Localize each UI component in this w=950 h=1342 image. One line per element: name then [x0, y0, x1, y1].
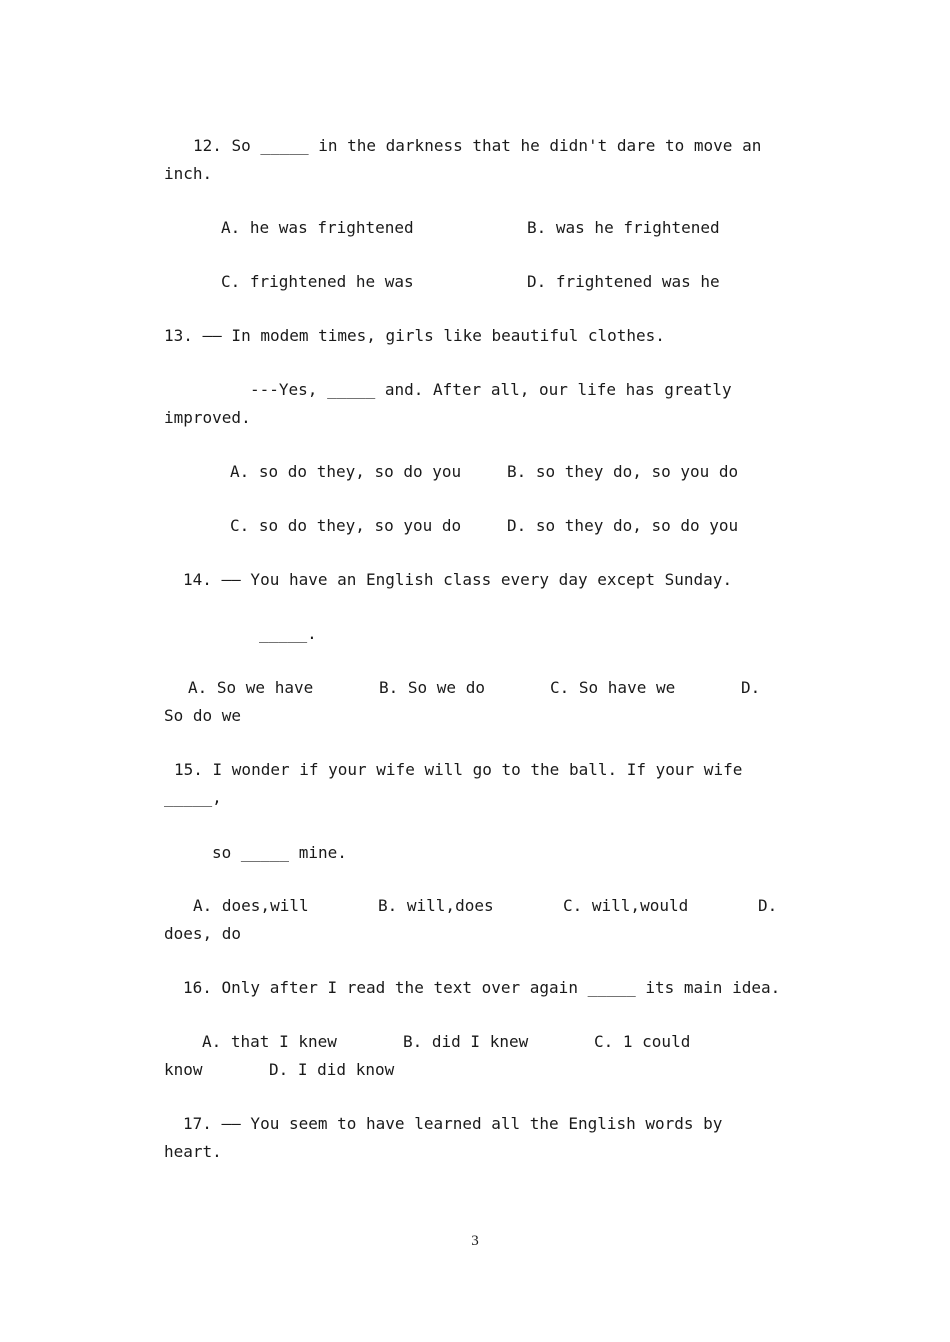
q17-stem-line-1: 17. —— You seem to have learned all the English words by: [183, 1114, 723, 1133]
q13-stem-line-2: ---Yes, _____ and. After all, our life has greatly: [250, 380, 732, 399]
q16-option-b: B. did I knew: [403, 1032, 529, 1051]
q13-stem-line-3: improved.: [164, 408, 251, 427]
q16-stem-line-1: 16. Only after I read the text over again _____ its main idea.: [183, 978, 781, 997]
q12-option-a: A. he was frightened: [221, 218, 414, 237]
q16-option-c-text-1: C. 1 could: [594, 1032, 691, 1051]
q14-option-d-label: D.: [741, 678, 761, 697]
q13-option-c: C. so do they, so you do: [230, 516, 462, 535]
q12-stem-line-2: inch.: [164, 164, 213, 183]
q12-option-c: C. frightened he was: [221, 272, 414, 291]
q16-option-c-text-2: know: [164, 1060, 203, 1079]
q13-option-d: D. so they do, so do you: [507, 516, 739, 535]
q15-option-a: A. does,will: [193, 896, 309, 915]
q14-option-b: B. So we do: [379, 678, 485, 697]
q13-stem-line-1: 13. —— In modem times, girls like beautiful clothes.: [164, 326, 665, 345]
q16-option-d: D. I did know: [269, 1060, 395, 1079]
q14-option-d-text: So do we: [164, 706, 242, 725]
q15-option-b: B. will,does: [378, 896, 494, 915]
q13-option-a: A. so do they, so do you: [230, 462, 462, 481]
q14-stem-line-2: _____.: [259, 624, 317, 643]
q15-stem-line-1: 15. I wonder if your wife will go to the ball. If your wife: [174, 760, 743, 779]
q14-stem-line-1: 14. —— You have an English class every day except Sunday.: [183, 570, 733, 589]
page-number: 3: [471, 1233, 479, 1249]
q14-option-a: A. So we have: [188, 678, 314, 697]
q13-option-b: B. so they do, so you do: [507, 462, 739, 481]
q15-option-d-text: does, do: [164, 924, 242, 943]
q15-stem-line-3: so _____ mine.: [212, 843, 347, 862]
q17-stem-line-2: heart.: [164, 1142, 222, 1161]
q15-option-d-label: D.: [758, 896, 778, 915]
q14-option-c: C. So have we: [550, 678, 676, 697]
q15-stem-line-2: _____,: [164, 788, 222, 807]
q16-option-a: A. that I knew: [202, 1032, 337, 1051]
q12-option-d: D. frightened was he: [527, 272, 720, 291]
q12-option-b: B. was he frightened: [527, 218, 720, 237]
q15-option-c: C. will,would: [563, 896, 689, 915]
q12-stem-line-1: 12. So _____ in the darkness that he didn't dare to move an: [193, 136, 762, 155]
